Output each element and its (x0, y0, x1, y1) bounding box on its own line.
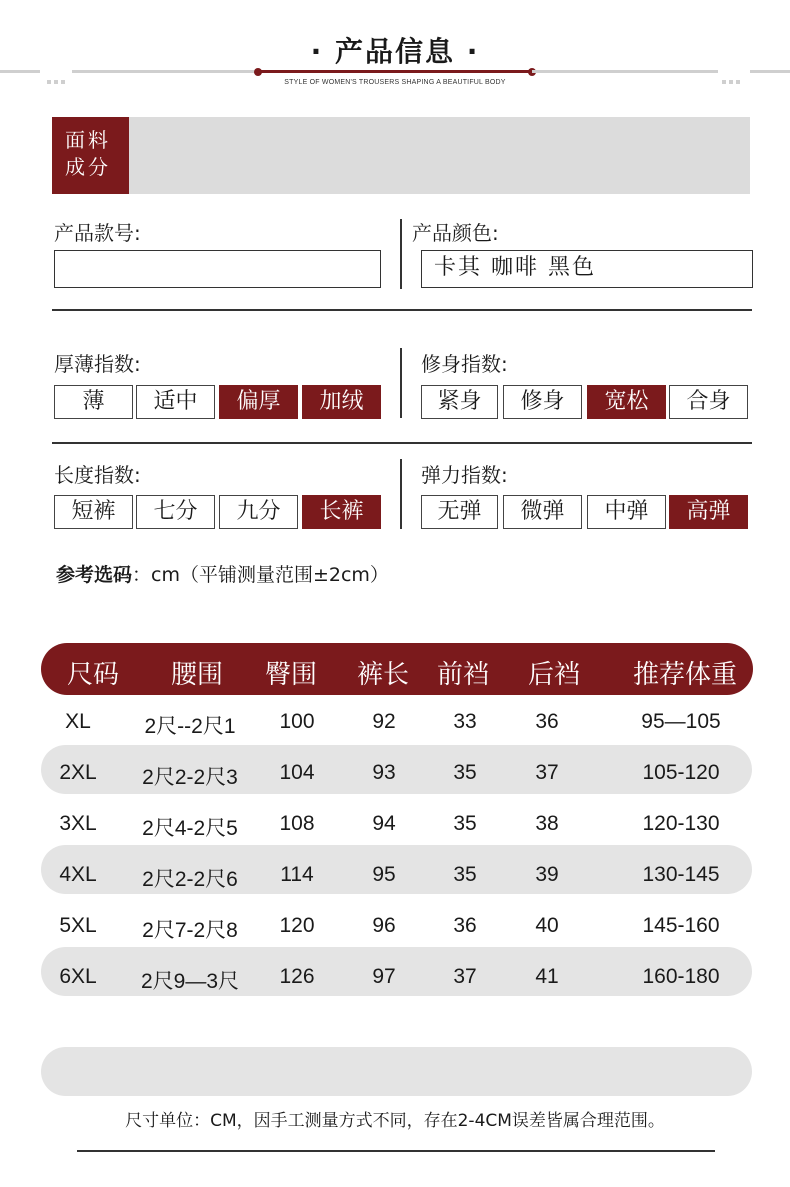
table-cell-hip: 126 (279, 965, 315, 988)
size-reference-text: ：cm（平铺测量范围±2cm） (132, 564, 389, 586)
table-cell-hip: 100 (279, 710, 315, 733)
table-cell-length: 95 (372, 863, 396, 886)
header-accent-line (258, 70, 532, 73)
length-label: 长度指数: (54, 463, 141, 487)
color-value: 卡其 咖啡 黑色 (434, 255, 596, 280)
thickness-option-medium: 适中 (136, 385, 215, 419)
fit-option-loose: 宽松 (587, 385, 666, 419)
table-cell-waist: 2尺2-2尺6 (142, 868, 238, 891)
table-cell-length: 97 (372, 965, 396, 988)
header-line-left (0, 70, 40, 73)
table-cell-back-rise: 39 (535, 863, 559, 886)
table-cell-size: XL (65, 710, 91, 733)
table-cell-back-rise: 38 (535, 812, 559, 835)
header-line-left-inner (72, 70, 258, 73)
table-cell-front-rise: 35 (453, 863, 477, 886)
table-cell-weight: 105-120 (642, 761, 720, 784)
table-cell-hip: 120 (279, 914, 315, 937)
size-unit-note: 尺寸单位：CM，因手工测量方式不同，存在2-4CM误差皆属合理范围。 (125, 1111, 665, 1131)
header-line-right (750, 70, 790, 73)
table-cell-front-rise: 35 (453, 812, 477, 835)
table-cell-back-rise: 36 (535, 710, 559, 733)
fabric-label (52, 117, 129, 194)
header-dots-left (47, 69, 68, 73)
vertical-divider-1 (400, 219, 402, 289)
model-value (55, 255, 67, 280)
elasticity-option-medium: 中弹 (587, 495, 666, 529)
table-cell-hip: 108 (279, 812, 315, 835)
elasticity-option-slight: 微弹 (503, 495, 582, 529)
header-dots-right (722, 69, 743, 73)
table-cell-front-rise: 35 (453, 761, 477, 784)
table-cell-waist: 2尺7-2尺8 (142, 919, 238, 942)
table-cell-size: 5XL (59, 914, 97, 937)
table-cell-front-rise: 33 (453, 710, 477, 733)
fit-label: 修身指数: (421, 352, 508, 376)
col-header-waist: 腰围 (170, 660, 224, 690)
table-cell-length: 93 (372, 761, 396, 784)
header-accent-dot-left (254, 68, 262, 76)
table-cell-size: 4XL (59, 863, 97, 886)
table-cell-weight: 120-130 (642, 812, 720, 835)
elasticity-label: 弹力指数: (421, 463, 508, 487)
size-reference-label: 参考选码 (56, 564, 133, 586)
model-label: 产品款号: (54, 221, 141, 245)
table-cell-front-rise: 37 (453, 965, 477, 988)
table-cell-waist: 2尺9—3尺 (140, 970, 240, 993)
table-cell-waist: 2尺2-2尺3 (142, 766, 238, 789)
col-header-size: 尺码 (66, 660, 120, 690)
table-cell-size: 2XL (59, 761, 97, 784)
thickness-option-fleece: 加绒 (302, 385, 381, 419)
vertical-divider-3 (400, 459, 402, 529)
table-cell-front-rise: 36 (453, 914, 477, 937)
col-header-back-rise: 后裆 (527, 660, 581, 690)
fit-option-tight: 紧身 (421, 385, 498, 419)
table-cell-size: 6XL (59, 965, 97, 988)
elasticity-option-none: 无弹 (421, 495, 498, 529)
section-divider-2 (52, 442, 752, 444)
col-header-front-rise: 前裆 (436, 660, 490, 690)
table-cell-weight: 130-145 (642, 863, 720, 886)
col-header-weight: 推荐体重 (632, 660, 738, 690)
table-cell-back-rise: 41 (535, 965, 559, 988)
fit-option-regular: 合身 (669, 385, 748, 419)
thickness-label: 厚薄指数: (54, 352, 141, 376)
col-header-length: 裤长 (356, 660, 410, 690)
table-cell-back-rise: 37 (535, 761, 559, 784)
color-label: 产品颜色: (412, 221, 499, 245)
page-title: · 产品信息 · (310, 35, 480, 68)
length-option-shorts: 短裤 (54, 495, 133, 529)
fabric-label-line1: 面料 (65, 128, 111, 152)
note-bar (41, 1047, 752, 1096)
table-cell-length: 92 (372, 710, 396, 733)
table-cell-waist: 2尺4-2尺5 (142, 817, 238, 840)
fit-option-slim: 修身 (503, 385, 582, 419)
table-cell-waist: 2尺--2尺1 (144, 715, 236, 738)
page-subtitle: STYLE OF WOMEN'S TROUSERS SHAPING A BEAUTIFUL BODY (284, 79, 506, 86)
table-cell-length: 96 (372, 914, 396, 937)
table-cell-weight: 160-180 (642, 965, 720, 988)
length-option-cropped: 七分 (136, 495, 215, 529)
length-option-full: 长裤 (302, 495, 381, 529)
table-cell-weight: 145-160 (642, 914, 720, 937)
model-field (54, 250, 381, 288)
bottom-divider (77, 1150, 715, 1152)
fabric-label-line2: 成分 (65, 155, 111, 179)
size-reference-note (56, 560, 389, 587)
section-divider-1 (52, 309, 752, 311)
elasticity-option-high: 高弹 (669, 495, 748, 529)
table-cell-hip: 104 (279, 761, 315, 784)
length-option-ankle: 九分 (219, 495, 298, 529)
thickness-option-thin: 薄 (54, 385, 133, 419)
col-header-hip: 臀围 (264, 660, 318, 690)
table-cell-back-rise: 40 (535, 914, 559, 937)
vertical-divider-2 (400, 348, 402, 418)
table-cell-length: 94 (372, 812, 396, 835)
fabric-value-bar (52, 117, 750, 194)
thickness-option-thick: 偏厚 (219, 385, 298, 419)
header-line-right-inner (532, 70, 718, 73)
table-cell-hip: 114 (280, 863, 314, 886)
color-field (421, 250, 753, 288)
table-cell-size: 3XL (59, 812, 97, 835)
table-cell-weight: 95—105 (641, 710, 721, 733)
